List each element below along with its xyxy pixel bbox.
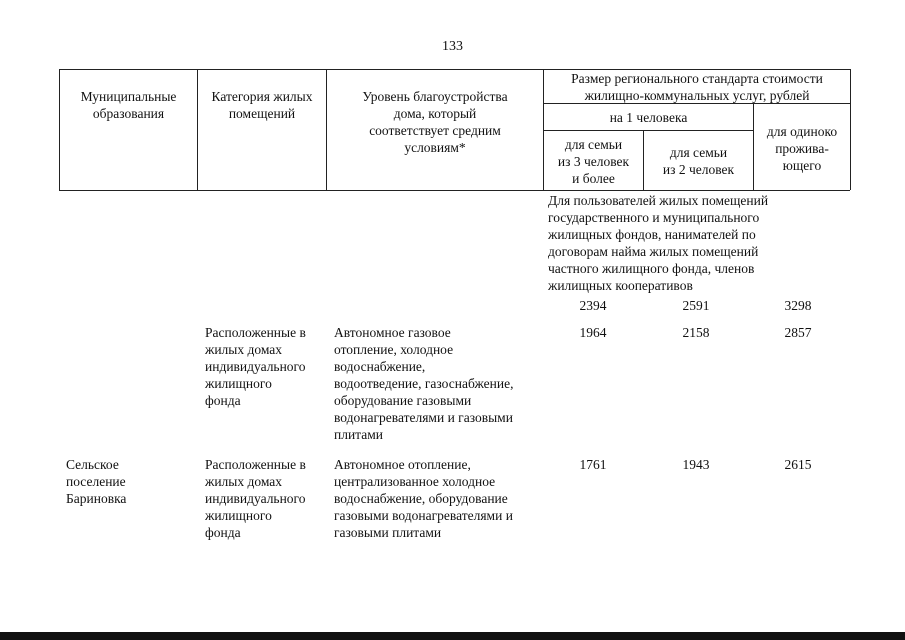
value-single: 2615 <box>784 457 812 472</box>
row-level: Автономное отопление, централизованное холодное водоснабжение, оборудование газовыми водонагревателями и газовыми плитами <box>334 457 513 540</box>
section-note: Для пользователей жилых помещений государственного и муниципального жилищных фондов, нанимателей по договорам найма жилых помещений частного жилищного фонда, членов жилищных кооперативов <box>548 193 769 293</box>
value-family2: 2158 <box>682 325 710 340</box>
page-number: 133 <box>442 39 463 54</box>
value-family2: 1943 <box>682 457 710 472</box>
value-single: 2857 <box>784 325 812 340</box>
header-sub-border <box>543 130 753 131</box>
row-category: Расположенные в жилых домах индивидуального жилищного фонда <box>205 325 306 408</box>
value-family2: 2591 <box>682 298 710 313</box>
row-municipality: Сельское поселение Бариновка <box>66 457 127 506</box>
header-single: для одиноко прожива- ющего <box>766 124 838 173</box>
value-family3: 1761 <box>579 457 607 472</box>
header-bottom-border <box>59 190 850 191</box>
header-right-border <box>850 69 851 190</box>
value-family3: 1964 <box>579 325 607 340</box>
value-family3: 2394 <box>579 298 607 313</box>
scan-bottom-edge <box>0 632 905 640</box>
header-level: Уровень благоустройства дома, который соответствует средним условиям* <box>362 89 508 155</box>
value-single: 3298 <box>784 298 812 313</box>
row-level: Автономное газовое отопление, холодное водоснабжение, водоотведение, газоснабжение, оборудование газовыми водонагревателями и газовыми плитами <box>334 325 514 442</box>
row-category: Расположенные в жилых домах индивидуального жилищного фонда <box>205 457 306 540</box>
header-standard: Размер регионального стандарта стоимости жилищно-коммунальных услуг, рублей <box>571 71 823 103</box>
header-family2: для семьи из 2 человек <box>662 145 735 177</box>
header-per-person: на 1 человека <box>609 110 688 125</box>
header-category: Категория жилых помещений <box>211 89 313 121</box>
header-municipality: Муниципальные образования <box>80 89 177 121</box>
header-family3: для семьи из 3 человек и более <box>557 137 630 186</box>
